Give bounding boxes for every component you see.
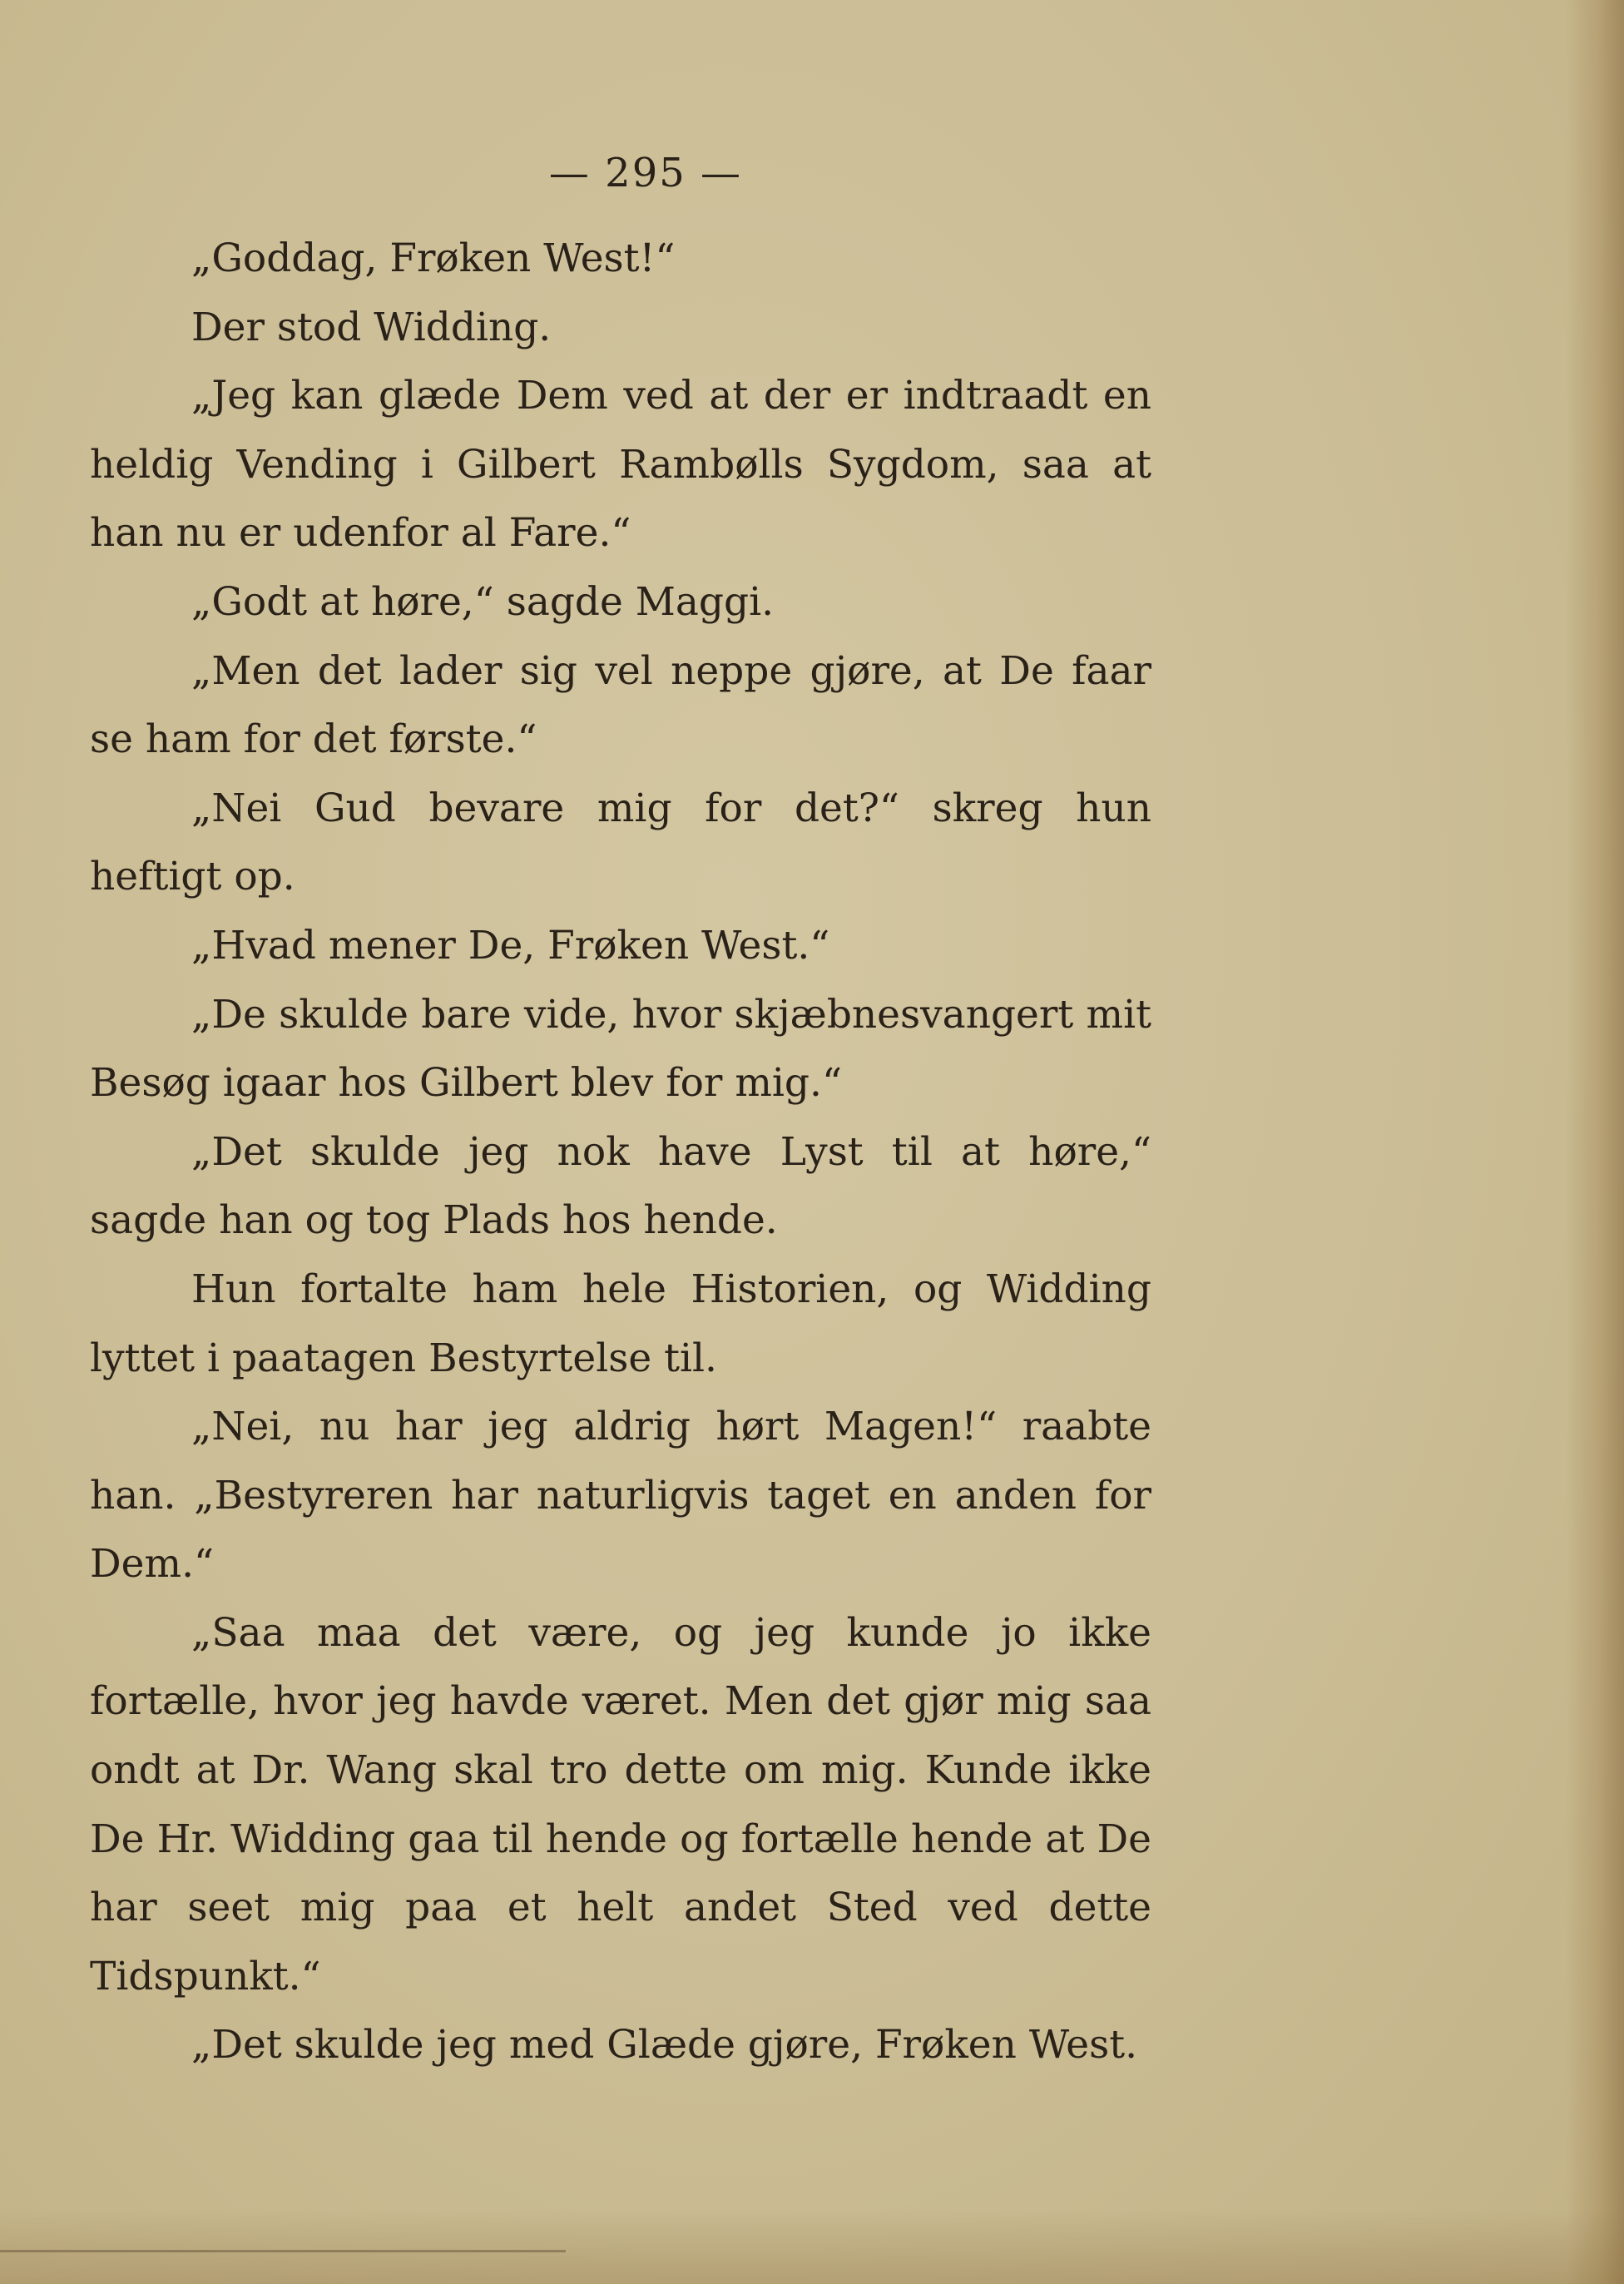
paragraph: „Godt at høre,“ sagde Maggi. xyxy=(191,578,775,625)
paragraph: Hun fortalte ham hele Historien, og Widding lyttet i paatagen Bestyrtelse til. xyxy=(90,1266,1151,1381)
paragraph: Der stod Widding. xyxy=(191,304,552,350)
paragraph: „De skulde bare vide, hvor skjæbnesvangert mit Besøg igaar hos Gilbert blev for mig.“ xyxy=(90,991,1151,1107)
paragraph: „Goddag, Frøken West!“ xyxy=(191,235,676,281)
paragraph: „Det skulde jeg nok have Lyst til at høre,“ sagde han og tog Plads hos hende. xyxy=(90,1128,1151,1244)
paragraph: „Jeg kan glæde Dem ved at der er indtraadt en heldig Vending i Gilbert Rambølls Sygdom, saa at han nu er udenfor al Fare.“ xyxy=(90,373,1151,557)
page-bottom-shadow xyxy=(0,2209,1624,2284)
paragraph: „Det skulde jeg med Glæde gjøre, Frøken West. xyxy=(191,2022,1138,2068)
body-text xyxy=(90,225,1151,2080)
paragraph: „Nei, nu har jeg aldrig hørt Magen!“ raabte han. „Bestyreren har naturligvis taget en anden for Dem.“ xyxy=(90,1404,1151,1588)
page-number: — 295 — xyxy=(548,150,743,196)
paragraph: „Saa maa det være, og jeg kunde jo ikke fortælle, hvor jeg havde været. Men det gjør mig saa ondt at Dr. Wang skal tro dette om mig. Kunde ikke De Hr. Widding gaa til hende og fortælle hende at De har seet mig paa et helt andet Sted ved dette Tidspunkt.“ xyxy=(90,1609,1151,1999)
paragraph: „Nei Gud bevare mig for det?“ skreg hun heftigt op. xyxy=(90,785,1151,900)
paragraph: „Hvad mener De, Frøken West.“ xyxy=(191,922,830,969)
paragraph: „Men det lader sig vel neppe gjøre, at De faar se ham for det første.“ xyxy=(90,647,1151,763)
page-edge-shadow xyxy=(1566,0,1624,2284)
page-crease-line xyxy=(0,2250,566,2252)
